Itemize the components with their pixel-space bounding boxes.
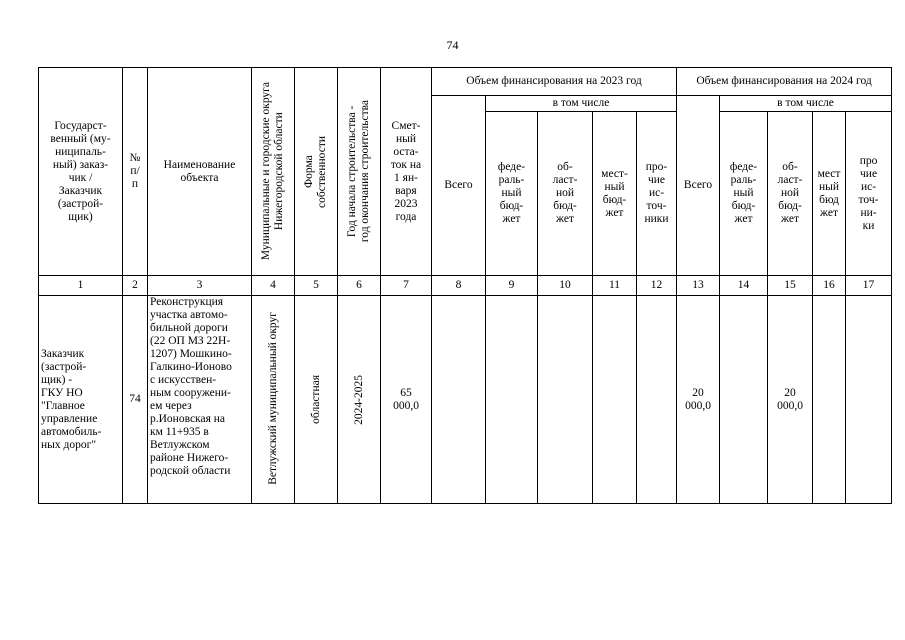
row-ownership: областная [295, 296, 338, 504]
row-federal-2024 [720, 296, 768, 504]
header-federal-2023: феде- раль- ный бюд- жет [486, 112, 538, 276]
header-years: Год начала строительства - год окончания строительства [338, 68, 381, 276]
row-years: 2024-2025 [338, 296, 381, 504]
row-local-2024 [813, 296, 846, 504]
column-number: 9 [486, 276, 538, 296]
row-other-2023 [637, 296, 677, 504]
header-ownership: Форма собственности [295, 68, 338, 276]
column-number: 15 [768, 276, 813, 296]
row-local-2023 [593, 296, 637, 504]
column-number: 4 [252, 276, 295, 296]
table-row [39, 296, 892, 504]
row-regional-2024: 20 000,0 [768, 296, 813, 504]
row-other-2024 [846, 296, 892, 504]
column-number: 10 [538, 276, 593, 296]
column-number: 1 [39, 276, 123, 296]
column-number: 3 [148, 276, 252, 296]
row-customer: Заказчик (застрой- щик) - ГКУ НО "Главное управление автомобиль- ных дорог" [39, 296, 123, 504]
header-estimate: Смет- ный оста- ток на 1 ян- варя 2023 года [381, 68, 432, 276]
header-object-name: Наименование объекта [148, 68, 252, 276]
header-local-2023: мест- ный бюд- жет [593, 112, 637, 276]
row-total-2023 [432, 296, 486, 504]
header-fin-2024: Объем финансирования на 2024 год [677, 68, 892, 96]
column-number: 7 [381, 276, 432, 296]
column-number: 17 [846, 276, 892, 296]
header-federal-2024: феде- раль- ный бюд- жет [720, 112, 768, 276]
header-total-2024: Всего [677, 96, 720, 276]
investment-table [38, 67, 892, 504]
row-regional-2023 [538, 296, 593, 504]
header-other-2023: про- чие ис- точ- ники [637, 112, 677, 276]
row-total-2024: 20 000,0 [677, 296, 720, 504]
header-other-2024: про чие ис- точ- ни- ки [846, 112, 892, 276]
column-number: 8 [432, 276, 486, 296]
column-number: 14 [720, 276, 768, 296]
page-number: 74 [446, 38, 459, 52]
header-regional-2024: об- ласт- ной бюд- жет [768, 112, 813, 276]
header-incl-2023: в том числе [486, 96, 677, 112]
header-local-2024: мест ный бюд жет [813, 112, 846, 276]
header-num: № п/ п [123, 68, 148, 276]
row-object-name: Реконструкция участка автомо- бильной дороги (22 ОП МЗ 22Н- 1207) Мошкино- Галкино-Ионово с искусствен- ным сооружени- ем через р.Ионовская на км 11+935 в Ветлужском районе Нижего- родской области [148, 296, 252, 504]
row-municipality: Ветлужский муниципальный округ [252, 296, 295, 504]
header-incl-2024: в том числе [720, 96, 892, 112]
header-customer: Государст- венный (му- ниципаль- ный) заказ- чик / Заказчик (застрой- щик) [39, 68, 123, 276]
header-municipality: Муниципальные и городские округа Нижегородской области [252, 68, 295, 276]
column-number: 12 [637, 276, 677, 296]
row-estimate: 65 000,0 [381, 296, 432, 504]
header-fin-2023: Объем финансирования на 2023 год [432, 68, 677, 96]
header-regional-2023: об- ласт- ной бюд- жет [538, 112, 593, 276]
column-number: 13 [677, 276, 720, 296]
row-num: 74 [123, 296, 148, 504]
column-number: 16 [813, 276, 846, 296]
header-total-2023: Всего [432, 96, 486, 276]
column-number: 11 [593, 276, 637, 296]
column-number: 6 [338, 276, 381, 296]
column-number: 2 [123, 276, 148, 296]
column-number: 5 [295, 276, 338, 296]
row-federal-2023 [486, 296, 538, 504]
